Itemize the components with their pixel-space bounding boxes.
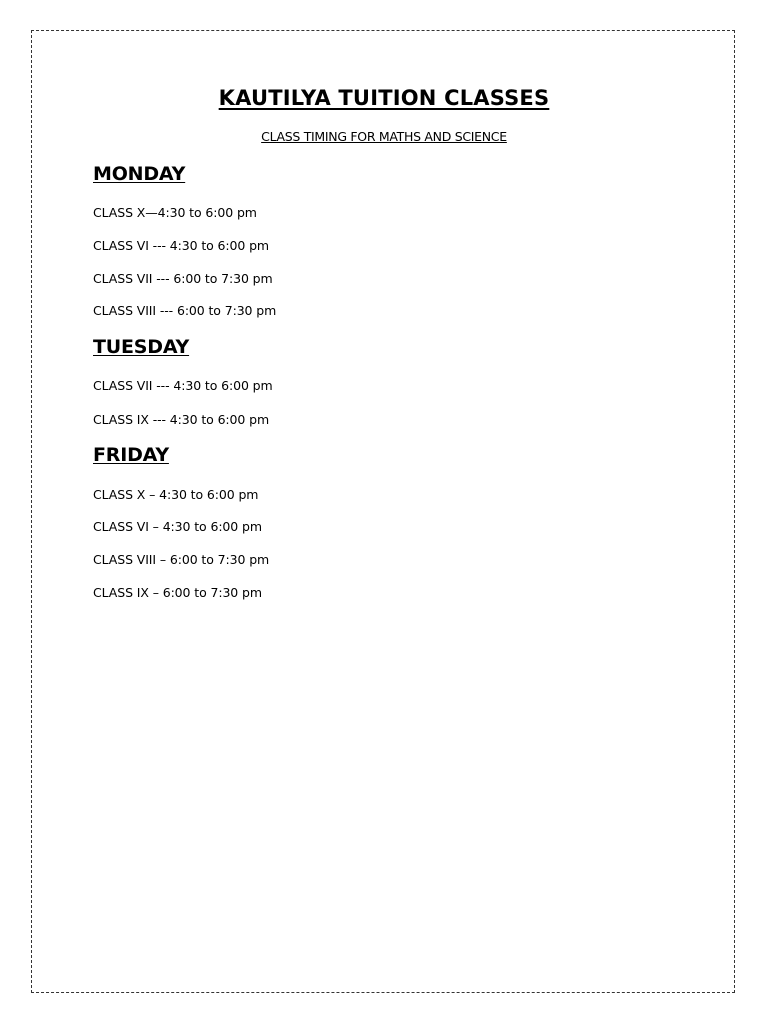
day-heading-tuesday: TUESDAY — [93, 336, 190, 358]
schedule-slot: CLASS VI – 4:30 to 6:00 pm — [93, 519, 262, 534]
schedule-slot: CLASS VIII --- 6:00 to 7:30 pm — [93, 303, 277, 318]
schedule-slot: CLASS VII --- 6:00 to 7:30 pm — [93, 271, 273, 286]
document-title: KAUTILYA TUITION CLASSES — [218, 86, 550, 110]
schedule-slot: CLASS X – 4:30 to 6:00 pm — [93, 487, 259, 502]
day-heading-friday: FRIDAY — [93, 444, 169, 466]
day-heading-monday: MONDAY — [93, 163, 186, 185]
schedule-slot: CLASS VI --- 4:30 to 6:00 pm — [93, 238, 270, 253]
schedule-slot: CLASS VIII – 6:00 to 7:30 pm — [93, 552, 270, 567]
schedule-slot: CLASS IX --- 4:30 to 6:00 pm — [93, 412, 270, 427]
schedule-slot: CLASS VII --- 4:30 to 6:00 pm — [93, 378, 273, 393]
schedule-slot: CLASS IX – 6:00 to 7:30 pm — [93, 585, 262, 600]
document-subtitle: CLASS TIMING FOR MATHS AND SCIENCE — [261, 129, 507, 144]
schedule-slot: CLASS X—4:30 to 6:00 pm — [93, 205, 257, 220]
